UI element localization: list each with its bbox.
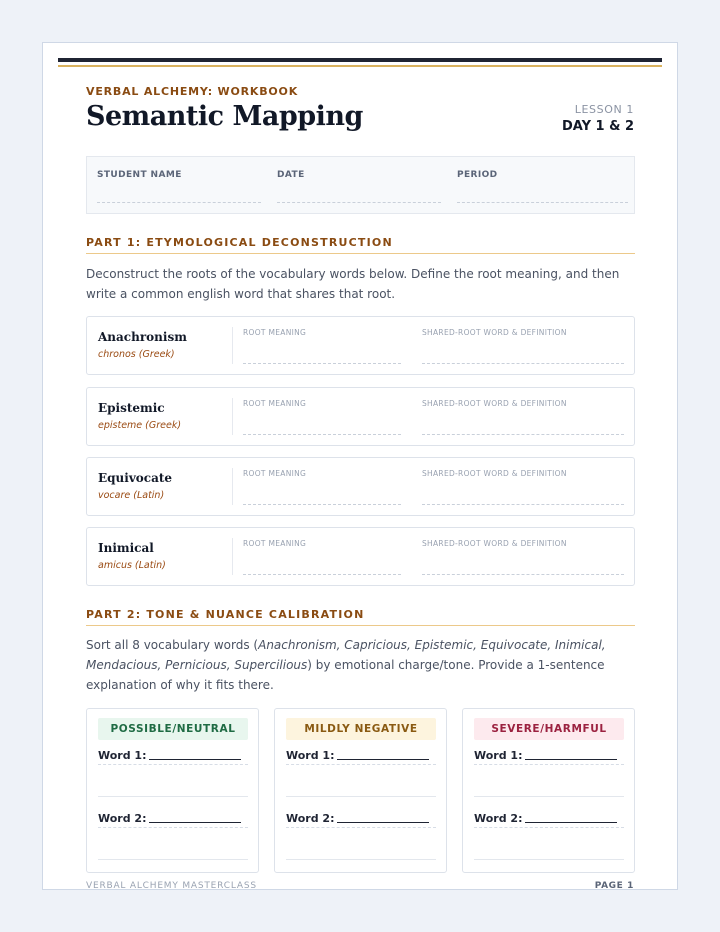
- word2-label: Word 2:: [474, 812, 523, 825]
- tone-badge-mild: MILDLY NEGATIVE: [286, 718, 436, 740]
- shared-root-label: SHARED-ROOT WORD & DEFINITION: [422, 469, 567, 478]
- shared-root-line[interactable]: [422, 434, 624, 435]
- column-divider: [232, 468, 233, 505]
- day-label: DAY 1 & 2: [561, 119, 634, 134]
- word2-blank: [337, 822, 429, 823]
- vocab-origin: vocare (Latin): [98, 490, 165, 501]
- tone-badge-severe: SEVERE/HARMFUL: [474, 718, 624, 740]
- explanation-line[interactable]: [286, 827, 436, 828]
- word1-label: Word 1:: [98, 749, 147, 762]
- explanation-line[interactable]: [98, 827, 248, 828]
- part2-instructions: [86, 635, 635, 695]
- explanation-line[interactable]: [98, 764, 248, 765]
- student-name-line: [97, 202, 261, 203]
- part2-instr-post: ) by emotional charge/tone. Provide a 1-sentence explanation of why it fits there.: [86, 658, 605, 692]
- date-label: DATE: [277, 170, 305, 180]
- root-meaning-line[interactable]: [243, 434, 401, 435]
- explanation-line[interactable]: [286, 859, 436, 860]
- shared-root-line[interactable]: [422, 363, 624, 364]
- part2-instr-pre: Sort all 8 vocabulary words (: [86, 638, 259, 652]
- root-meaning-line[interactable]: [243, 504, 401, 505]
- tone-card-severe: [462, 708, 635, 873]
- vocab-term: Equivocate: [98, 471, 173, 485]
- shared-root-label: SHARED-ROOT WORD & DEFINITION: [422, 328, 567, 337]
- shared-root-label: SHARED-ROOT WORD & DEFINITION: [422, 399, 567, 408]
- word1-field[interactable]: [98, 749, 241, 762]
- explanation-line[interactable]: [474, 827, 624, 828]
- word2-field[interactable]: [474, 812, 617, 825]
- word1-field[interactable]: [286, 749, 429, 762]
- student-info-box: [86, 156, 635, 214]
- word1-label: Word 1:: [474, 749, 523, 762]
- tone-card-neutral: [86, 708, 259, 873]
- shared-root-label: SHARED-ROOT WORD & DEFINITION: [422, 539, 567, 548]
- explanation-line[interactable]: [98, 859, 248, 860]
- student-name-label: STUDENT NAME: [97, 170, 182, 180]
- column-divider: [232, 398, 233, 435]
- date-field[interactable]: [267, 157, 447, 213]
- footer-brand: VERBAL ALCHEMY MASTERCLASS: [86, 881, 257, 890]
- page-number: PAGE 1: [594, 881, 634, 890]
- vocab-row: [86, 527, 635, 586]
- root-meaning-label: ROOT MEANING: [243, 539, 307, 548]
- header-rule-dark: [58, 58, 662, 62]
- word2-label: Word 2:: [98, 812, 147, 825]
- part2-rule: [86, 625, 635, 626]
- lesson-label: LESSON 1: [574, 103, 634, 116]
- vocab-term: Inimical: [98, 541, 154, 555]
- vocab-row: [86, 457, 635, 516]
- tone-card-mild: [274, 708, 447, 873]
- word2-field[interactable]: [286, 812, 429, 825]
- vocab-term: Anachronism: [98, 330, 187, 344]
- tone-badge-neutral: POSSIBLE/NEUTRAL: [98, 718, 248, 740]
- period-line: [457, 202, 628, 203]
- root-meaning-label: ROOT MEANING: [243, 328, 307, 337]
- root-meaning-label: ROOT MEANING: [243, 399, 307, 408]
- vocab-row: [86, 387, 635, 446]
- word1-label: Word 1:: [286, 749, 335, 762]
- vocab-row: [86, 316, 635, 375]
- shared-root-line[interactable]: [422, 504, 624, 505]
- root-meaning-label: ROOT MEANING: [243, 469, 307, 478]
- column-divider: [232, 327, 233, 364]
- root-meaning-line[interactable]: [243, 363, 401, 364]
- column-divider: [232, 538, 233, 575]
- part1-heading: PART 1: ETYMOLOGICAL DECONSTRUCTION: [86, 236, 393, 249]
- header-rule-gold: [58, 65, 662, 67]
- student-name-field[interactable]: [87, 157, 267, 213]
- shared-root-line[interactable]: [422, 574, 624, 575]
- date-line: [277, 202, 441, 203]
- word2-label: Word 2:: [286, 812, 335, 825]
- explanation-line[interactable]: [474, 764, 624, 765]
- word2-blank: [149, 822, 241, 823]
- part2-instr-words: Anachronism, Capricious, Epistemic, Equivocate, Inimical, Mendacious, Pernicious, Supercilious: [86, 638, 606, 672]
- worksheet-page: [42, 42, 678, 890]
- period-field[interactable]: [447, 157, 634, 213]
- word2-blank: [525, 822, 617, 823]
- explanation-line[interactable]: [98, 796, 248, 797]
- vocab-origin: amicus (Latin): [98, 560, 166, 571]
- period-label: PERIOD: [457, 170, 498, 180]
- word1-blank: [337, 759, 429, 760]
- vocab-term: Epistemic: [98, 401, 165, 415]
- explanation-line[interactable]: [474, 859, 624, 860]
- page-title: Semantic Mapping: [86, 101, 363, 132]
- word1-blank: [149, 759, 241, 760]
- word1-field[interactable]: [474, 749, 617, 762]
- part1-instructions: Deconstruct the roots of the vocabulary words below. Define the root meaning, and then write a common english word that shares that root.: [86, 267, 620, 301]
- vocab-origin: episteme (Greek): [98, 420, 182, 431]
- explanation-line[interactable]: [474, 796, 624, 797]
- root-meaning-line[interactable]: [243, 574, 401, 575]
- workbook-eyebrow: VERBAL ALCHEMY: WORKBOOK: [86, 85, 299, 98]
- part2-heading: PART 2: TONE & NUANCE CALIBRATION: [86, 608, 365, 621]
- vocab-origin: chronos (Greek): [98, 349, 175, 360]
- part1-rule: [86, 253, 635, 254]
- word2-field[interactable]: [98, 812, 241, 825]
- word1-blank: [525, 759, 617, 760]
- explanation-line[interactable]: [286, 764, 436, 765]
- explanation-line[interactable]: [286, 796, 436, 797]
